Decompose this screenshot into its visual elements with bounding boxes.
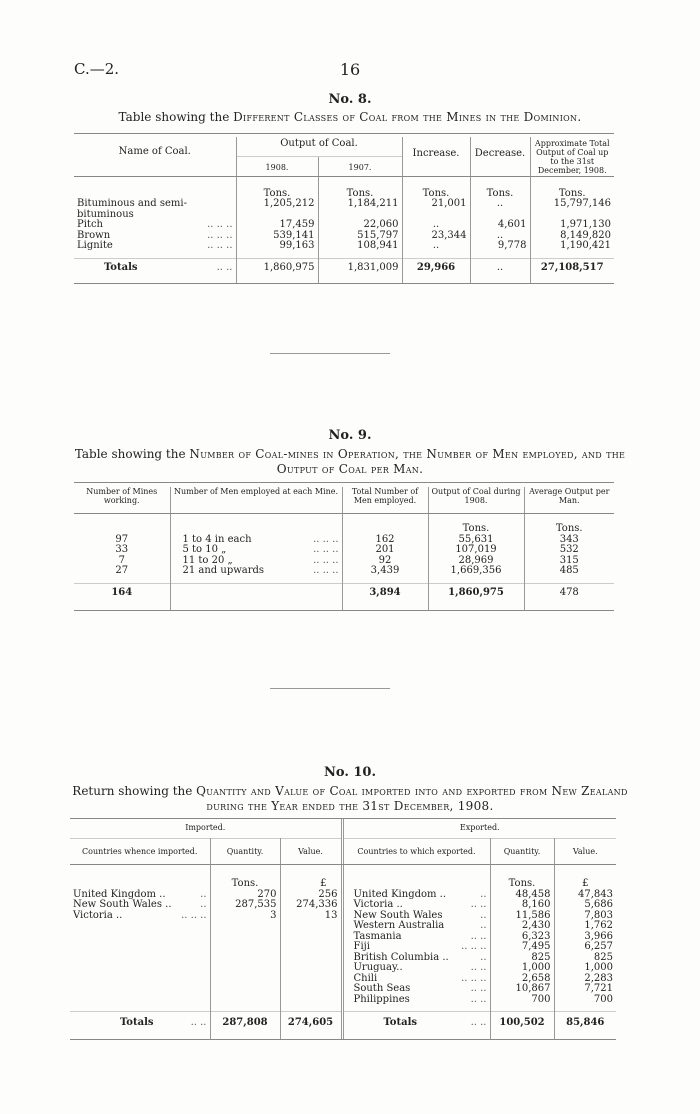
units-tons: Tons. xyxy=(490,865,554,890)
units-tons: Tons. xyxy=(318,177,402,200)
col-import-value: Value. xyxy=(280,839,342,865)
table-row: Bituminous and semi-bituminous 1,205,212 1,184,211 21,001 .. 15,797,146 xyxy=(74,199,614,220)
col-countries-imported: Countries whence imported. xyxy=(82,847,198,856)
table-row: 33 5 to 10 „ .. .. .. 201 107,019 532 xyxy=(74,545,614,556)
page-number: 16 xyxy=(339,60,361,79)
col-average-output: Average Output per Man. xyxy=(524,487,614,513)
col-total-men: Total Number of Men employed. xyxy=(342,487,428,513)
table-row: 97 1 to 4 in each .. .. .. 162 55,631 343 xyxy=(74,535,614,546)
exported-heading: Exported. xyxy=(342,819,616,839)
col-countries-exported: Countries to which exported. xyxy=(342,839,490,865)
import-country: United Kingdom .. .. xyxy=(73,888,207,900)
imported-heading: Imported. xyxy=(185,823,226,832)
table-row: Lignite .. .. .. 99,163 108,941 .. 9,778 1,190,421 xyxy=(74,241,614,258)
table-9 xyxy=(74,482,614,611)
col-men-at-each-mine: Number of Men employed at each Mine. xyxy=(170,487,342,513)
import-country: New South Wales .. .. xyxy=(73,899,207,910)
separator-rule xyxy=(270,353,390,354)
page-reference: C.—2. xyxy=(74,60,120,78)
table-row: 27 21 and upwards .. .. .. 3,439 1,669,356 485 xyxy=(74,566,614,583)
table-row: Pitch .. .. .. 17,459 22,060 .. 4,601 1,971,130 xyxy=(74,220,614,231)
table-8-caption: Table showing the Different Classes of Coal from the Mines in the Dominion. xyxy=(118,110,582,124)
units-tons: Tons. xyxy=(236,177,318,200)
col-export-quantity: Quantity. xyxy=(490,839,554,865)
separator-rule xyxy=(270,688,390,689)
units-pounds: £ xyxy=(280,865,342,890)
table-8-number: No. 8. xyxy=(328,92,372,107)
table-10-caption: Return showing the Quantity and Value of Coal imported into and exported from New Zealand during the Year ended the 31st December, 1908. xyxy=(72,784,628,813)
col-export-value: Value. xyxy=(554,839,616,865)
table-row: 7 11 to 20 „ .. .. .. 92 28,969 315 xyxy=(74,556,614,567)
table-row: Brown .. .. .. 539,141 515,797 23,344 .. 8,149,820 xyxy=(74,231,614,242)
col-decrease: Decrease. xyxy=(470,137,530,176)
col-output-of-coal: Output of Coal. xyxy=(236,137,402,156)
totals-row: 164 3,894 1,860,975 478 xyxy=(74,583,614,610)
import-country: Victoria .. .. .. .. xyxy=(73,909,207,921)
units-pounds: £ xyxy=(554,865,616,890)
col-increase: Increase. xyxy=(402,137,470,176)
col-import-quantity: Quantity. xyxy=(210,839,280,865)
units-tons: Tons. xyxy=(428,514,524,535)
units-tons: Tons. xyxy=(470,177,530,200)
table-10-number: No. 10. xyxy=(324,765,376,780)
table-10: Imported. Exported. Countries whence imported. Quantity. Value. Countries to which exported. Quantity. Value. Tons. £ Tons. £ United Kingdom .. .. 270 256 United Kingdom .. .. 48,458 47,843 New South Wales .. .. 287,535 274,336 Victoria .. .. .. 8,160 5,686 Victoria .. .. .. .. 3 13 New South Wales .. 11,586 7,803 Western Australia .. 2,430 1,762 Tasmania .. .. 6,323 3,966 Fiji .. .. .. 7,495 6,257 British Columbia .. .. 825 825 Uruguay.. .. .. 1,000 1,000 Chili .. .. .. 2,658 2,283 South Seas .. .. 10,867 7,721 Philippines .. .. 700 700 Totals .. .. 287,808 274,605 Totals .. .. 100,502 85,846 xyxy=(70,818,616,1040)
col-1908: 1908. xyxy=(236,156,318,176)
table-9-number: No. 9. xyxy=(328,428,372,443)
col-1907: 1907. xyxy=(318,156,402,176)
totals-row: Totals .. .. 287,808 274,605 Totals .. .. 100,502 85,846 xyxy=(70,1012,616,1039)
col-output-1908: Output of Coal during 1908. xyxy=(428,487,524,513)
units-tons: Tons. xyxy=(524,514,614,535)
totals-row: Totals .. .. 1,860,975 1,831,009 29,966 .. 27,108,517 xyxy=(74,258,614,283)
col-name-of-coal: Name of Coal. xyxy=(118,146,191,157)
table-9-caption: Table showing the Number of Coal-mines in Operation, the Number of Men employed, and the Output of Coal per Man. xyxy=(74,447,626,476)
units-tons: Tons. xyxy=(530,177,614,200)
units-tons: Tons. xyxy=(402,177,470,200)
units-tons: Tons. xyxy=(210,865,280,890)
table-8 xyxy=(74,133,614,284)
col-number-of-mines: Number of Mines working. xyxy=(86,487,158,505)
col-approx-total: Approximate Total Output of Coal up to the 31st December, 1908. xyxy=(530,137,614,176)
